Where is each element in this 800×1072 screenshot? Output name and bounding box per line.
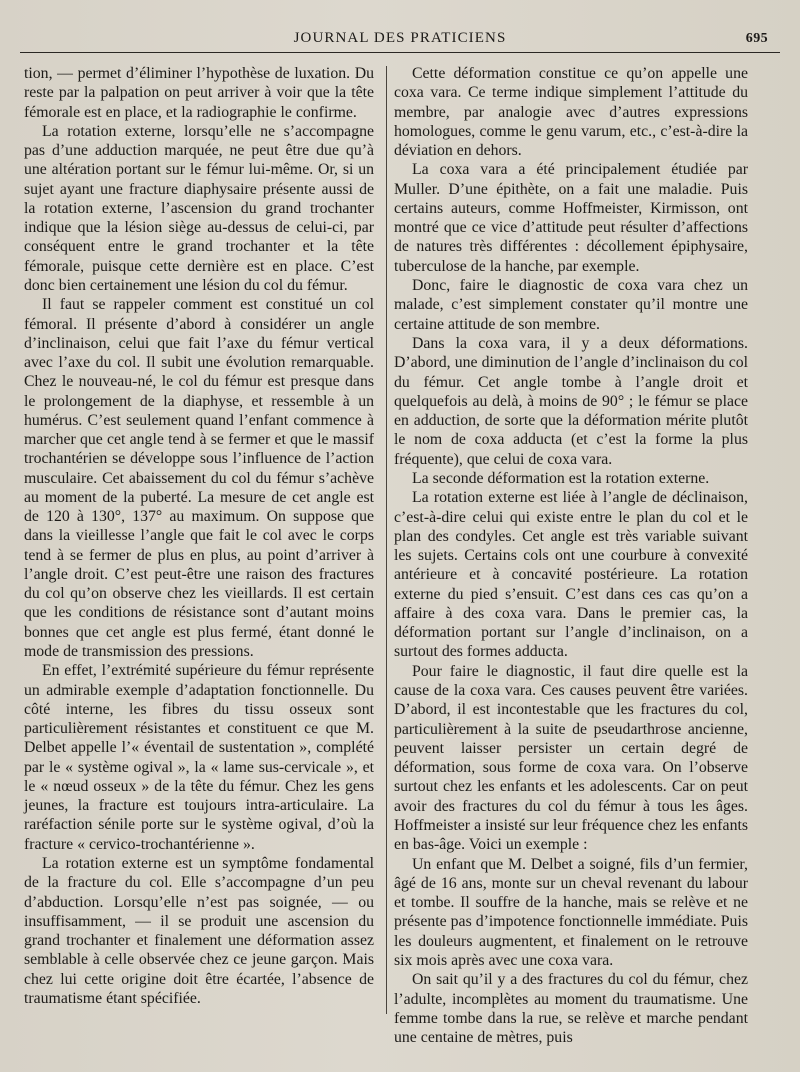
left-paragraph-3: Il faut se rappeler comment est constitué un col fémoral. Il présente d’abord à considérer un angle d’inclinaison, celui que fait l’axe du fémur vertical avec l’axe du col. Il subit une évolution remarquable. Chez le nouveau-né, le col du fémur est presque dans le prolongement de la diaphyse, et ressemble à un humérus. C’est seulement quand l’enfant commence à marcher que cet angle tend à se fermer et que le massif trochantérien se développe sous l’influence de l’action musculaire. Cet abaissement du col du fémur s’achève au moment de la puberté. La mesure de cet angle est de 120 à 130°, 137° au maximum. On suppose que dans la vieillesse l’angle que fait le col avec le corps tend à se fermer de plus en plus, au point d’arriver à l’angle droit. C’est peut-être une raison des fractures du col qu’on observe chez les vieillards. Il est certain que les conditions de résistance sont d’autant moins bonnes que cet angle est plus fermé, étant donné le mode de transmission des pressions. bbox=[24, 296, 374, 660]
left-paragraph-2: La rotation externe, lorsqu’elle ne s’accompagne pas d’une adduction marquée, ne peut être due qu’à une altération portant sur le fémur lui-même. Or, si un sujet ayant une fracture diaphysaire présente aussi de la rotation externe, l’ascension du grand trochanter indique que la lésion siège au-dessus de celui-ci, par conséquent entre le grand trochanter et la tête fémorale, puisque cette dernière est en place. C’est donc bien certainement une lésion du col du fémur. bbox=[24, 122, 374, 294]
right-paragraph-5: La seconde déformation est la rotation externe. bbox=[412, 470, 710, 487]
left-text-column bbox=[24, 64, 374, 1008]
page-header bbox=[20, 26, 780, 53]
right-paragraph-6: La rotation externe est liée à l’angle de déclinaison, c’est-à-dire celui qui existe entre le plan du col et le plan des condyles. Cet angle est très variable suivant les sujets. Certains cols ont une courbure à convexité antérieure et à concavité postérieure. La rotation externe du pied s’ensuit. C’est dans ces cas qu’on a affaire à des coxa vara. Dans le premier cas, la déformation portant sur l’angle d’inclinaison, on a surtout des formes adducta. bbox=[394, 489, 748, 661]
left-paragraph-4: En effet, l’extrémité supérieure du fémur représente un admirable exemple d’adaptation fonctionnelle. Du côté interne, les fibres du tissu osseux sont particulièrement résistantes et constituent ce que M. Delbet appelle l’« éventail de sustentation », complété par le « système ogival », la « lame sus-cervicale », et le « nœud osseux » de la tête du fémur. Chez les gens jeunes, la fracture est toujours intra-articulaire. La raréfaction sénile porte sur le système ogival, d’où la fracture « cervico-trochantérienne ». bbox=[24, 662, 374, 853]
right-paragraph-1: Cette déformation constitue ce qu’on appelle une coxa vara. Ce terme indique simplement l’attitude du membre, par analogie avec d’autres expressions homologues, comme le genu varum, etc., c’est-à-dire la déviation en dehors. bbox=[394, 65, 748, 159]
left-paragraph-5: La rotation externe est un symptôme fondamental de la fracture du col. Elle s’accompagne d’un peu d’abduction. Lorsqu’elle n’est pas soignée, — ou insuffisamment, — il se produit une ascension du grand trochanter et finalement une déformation assez semblable à celle observée chez ce jeune garçon. Mais chez lui cette origine doit être écartée, l’absence de traumatisme étant spécifiée. bbox=[24, 855, 374, 1007]
right-text-column bbox=[394, 64, 748, 1047]
right-paragraph-8: Un enfant que M. Delbet a soigné, fils d’un fermier, âgé de 16 ans, monte sur un cheval revenant du labour et tombe. Il souffre de la hanche, mais se relève et ne présente pas d’impotence fonctionnelle immédiate. Puis les douleurs augmentent, et finalement on le retrouve six mois après avec une coxa vara. bbox=[394, 855, 748, 969]
right-paragraph-9: On sait qu’il y a des fractures du col du fémur, chez l’adulte, incomplètes au moment du traumatisme. Une femme tombe dans la rue, se relève et marche pendant une centaine de mètres, puis bbox=[394, 971, 748, 1046]
journal-title: JOURNAL DES PRATICIENS bbox=[293, 30, 507, 46]
column-divider bbox=[386, 66, 387, 1014]
page-number: 695 bbox=[745, 31, 768, 46]
right-paragraph-7: Pour faire le diagnostic, il faut dire quelle est la cause de la coxa vara. Ces causes peuvent être variées. D’abord, il est incontestable que les fractures du col, particulièrement à la suite de pseudarthrose ancienne, peuvent laisser persister un certain degré de déformation, sous forme de coxa vara. On l’observe surtout chez les enfants et les adolescents. Car on peut avoir des fractures du col du fémur à tous les âges. Hoffmeister a insisté sur leur fréquence chez les enfants en bas-âge. Voici un exemple : bbox=[394, 662, 748, 854]
right-paragraph-2: La coxa vara a été principalement étudiée par Muller. D’une épithète, on a fait une maladie. Puis certains auteurs, comme Hoffmeister, Kirmisson, ont montré que ce vice d’attitude peut résulter d’affections de natures très différentes : décollement épiphysaire, tuberculose de la hanche, par exemple. bbox=[394, 161, 748, 275]
left-paragraph-1: tion, — permet d’éliminer l’hypothèse de luxation. Du reste par la palpation on peut arriver à voir que la tête fémorale est en place, et la radiographie le confirme. bbox=[24, 65, 374, 121]
right-paragraph-4: Dans la coxa vara, il y a deux déformations. D’abord, une diminution de l’angle d’inclinaison du col du fémur. Cet angle tombe à l’angle droit et quelquefois au delà, à moins de 90° ; le fémur se place en adduction, de sorte que la déformation mérite plutôt le nom de coxa adducta (et c’est la forme la plus fréquente), que celui de coxa vara. bbox=[394, 335, 748, 468]
right-paragraph-3: Donc, faire le diagnostic de coxa vara chez un malade, c’est simplement constater qu’il montre une certaine attitude de son membre. bbox=[394, 277, 748, 333]
